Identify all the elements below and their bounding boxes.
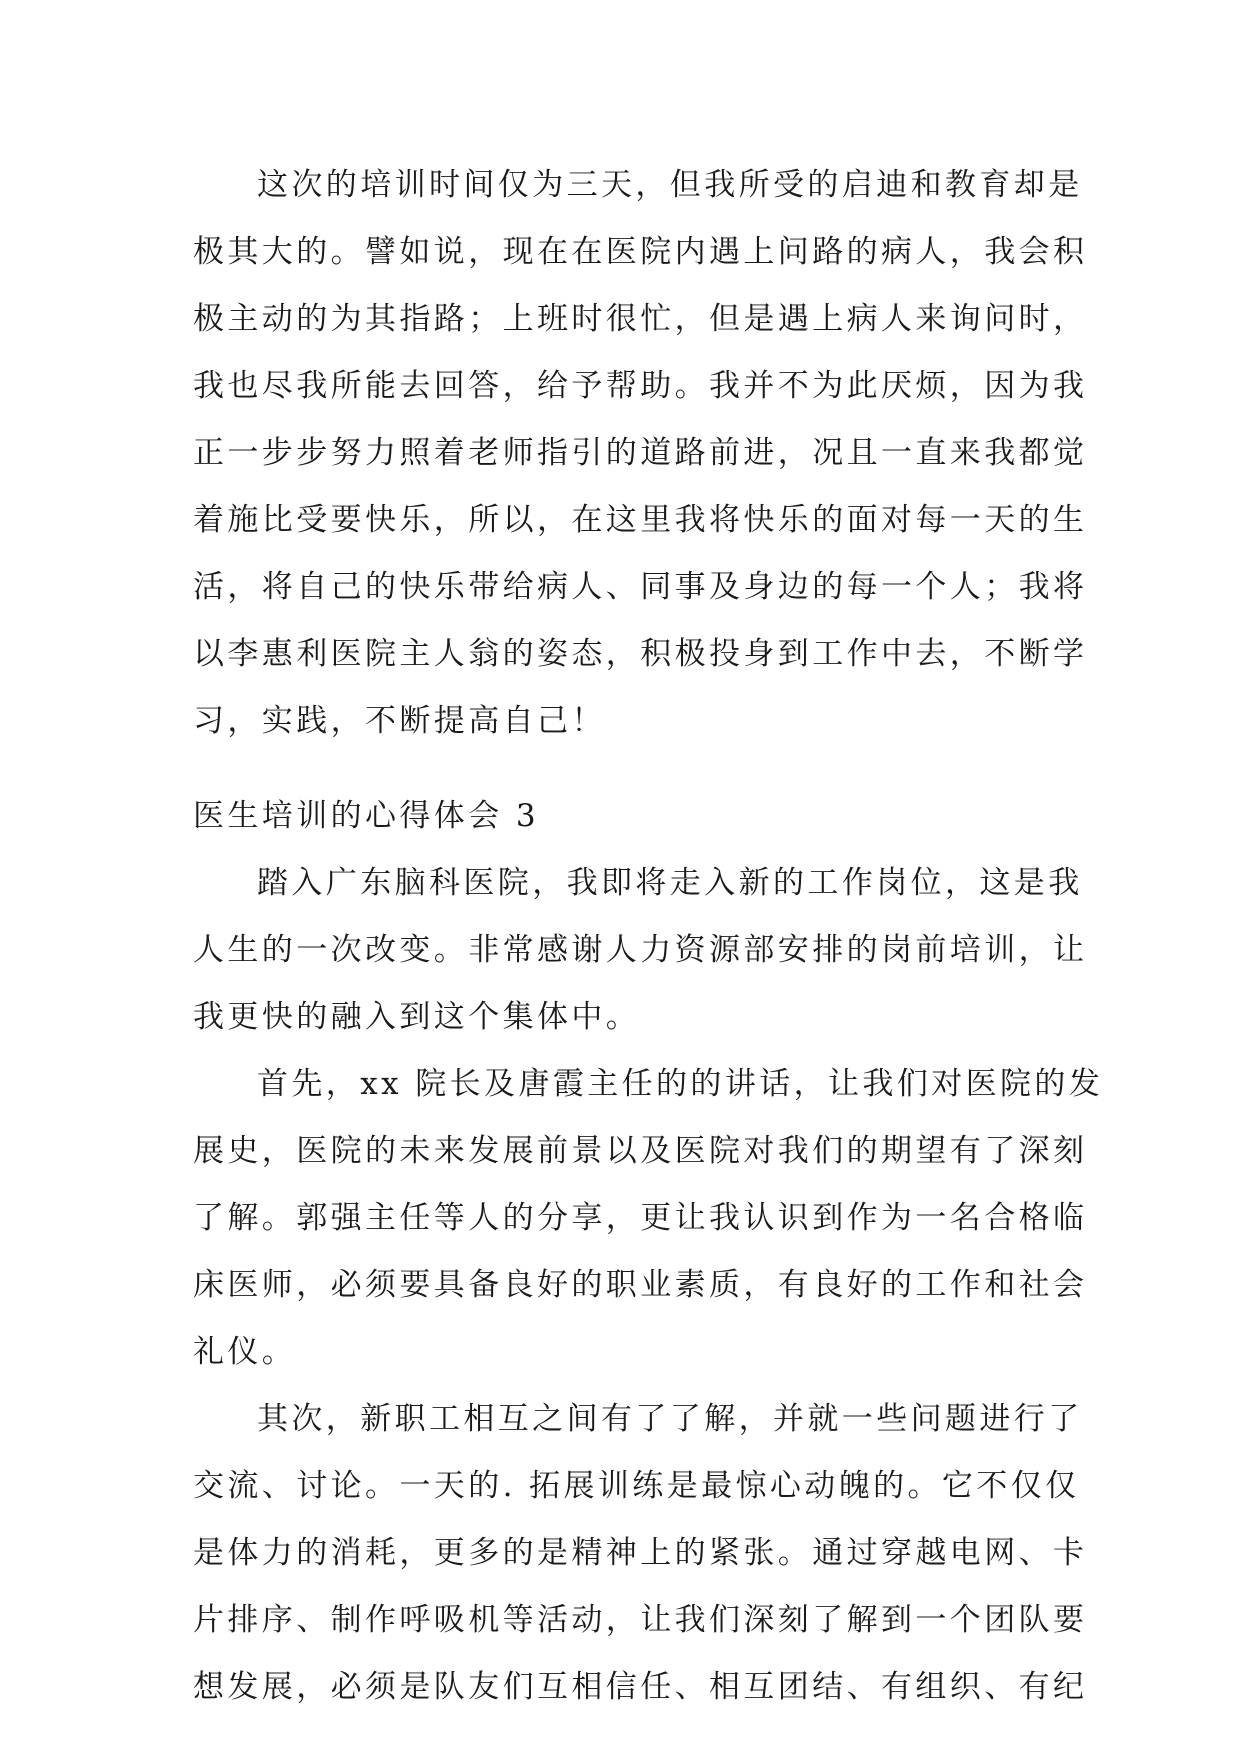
- paragraph-line: 片排序、制作呼吸机等活动，让我们深刻了解到一个团队要: [193, 1602, 1088, 1638]
- paragraph-line: 正一步步努力照着老师指引的道路前进，况且一直来我都觉: [193, 435, 1088, 471]
- paragraph-line: 想发展，必须是队友们互相信任、相互团结、有组织、有纪: [193, 1669, 1088, 1705]
- paragraph-line: 着施比受要快乐，所以，在这里我将快乐的面对每一天的生: [193, 502, 1088, 538]
- paragraph-line: 以李惠利医院主人翁的姿态，积极投身到工作中去，不断学: [193, 636, 1088, 672]
- paragraph-line: 床医师，必须要具备良好的职业素质，有良好的工作和社会: [193, 1267, 1088, 1303]
- paragraph-line: 人生的一次改变。非常感谢人力资源部安排的岗前培训，让: [193, 932, 1088, 968]
- paragraph-line: 交流、讨论。一天的. 拓展训练是最惊心动魄的。它不仅仅: [193, 1468, 1080, 1504]
- paragraph-line: 我也尽我所能去回答，给予帮助。我并不为此厌烦，因为我: [193, 368, 1088, 404]
- section-heading: 医生培训的心得体会 3: [193, 798, 539, 834]
- paragraph-line: 是体力的消耗，更多的是精神上的紧张。通过穿越电网、卡: [193, 1535, 1088, 1571]
- paragraph-line: 极主动的为其指路；上班时很忙，但是遇上病人来询问时，: [193, 301, 1088, 337]
- paragraph-line: 我更快的融入到这个集体中。: [193, 999, 641, 1035]
- paragraph-line: 展史，医院的未来发展前景以及医院对我们的期望有了深刻: [193, 1133, 1088, 1169]
- paragraph-line: 踏入广东脑科医院，我即将走入新的工作岗位，这是我: [257, 865, 1083, 901]
- paragraph-line: 习，实践，不断提高自己！: [193, 703, 606, 739]
- paragraph-line: 这次的培训时间仅为三天，但我所受的启迪和教育却是: [257, 167, 1083, 203]
- paragraph-line: 了解。郭强主任等人的分享，更让我认识到作为一名合格临: [193, 1200, 1088, 1236]
- paragraph-line: 其次，新职工相互之间有了了解，并就一些问题进行了: [257, 1401, 1083, 1437]
- paragraph-line: 礼仪。: [193, 1334, 297, 1370]
- paragraph-line: 极其大的。譬如说，现在在医院内遇上问路的病人，我会积: [193, 234, 1088, 270]
- paragraph-line: 活，将自己的快乐带给病人、同事及身边的每一个人；我将: [193, 569, 1088, 605]
- paragraph-line: 首先，xx 院长及唐霞主任的的讲话，让我们对医院的发: [257, 1066, 1104, 1102]
